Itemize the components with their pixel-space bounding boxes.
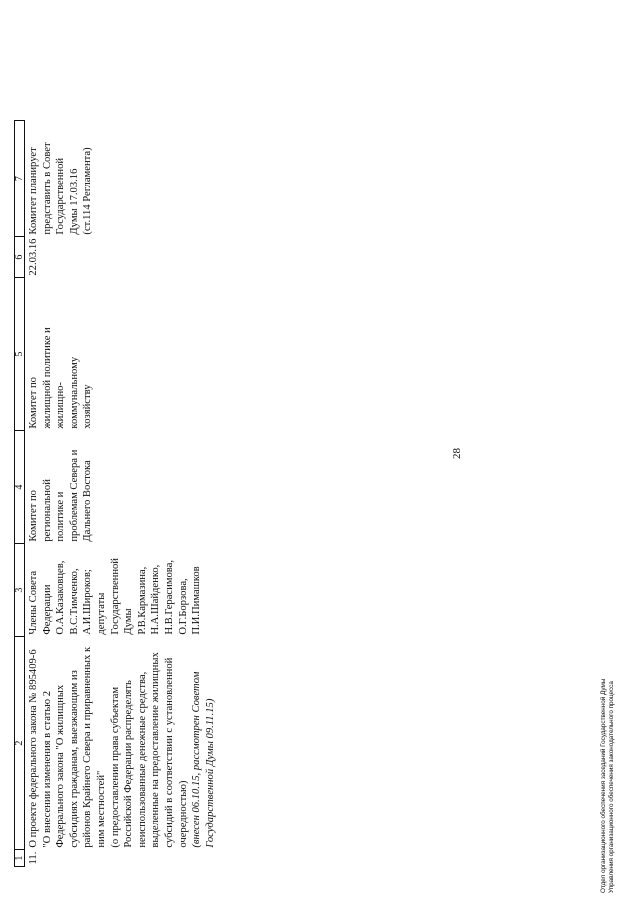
- description-line: Российской Федерации распределять: [123, 680, 135, 848]
- initiator-line: Н.В.Герасимова,: [163, 560, 175, 635]
- row-number: 11.: [28, 851, 39, 865]
- description-line: (о предоставлении права субъектам: [109, 686, 121, 848]
- initiator-line: А.И.Широков;: [82, 569, 94, 635]
- initiator-line: Федерации: [41, 584, 53, 635]
- initiator-line: П.И.Пимашков: [191, 566, 203, 635]
- description-line: неиспользованные денежные средства,: [136, 671, 148, 848]
- description-note: (внесен 06.10.15, рассмотрен Советом: [191, 671, 203, 848]
- footer-line: Управления организационного обеспечения законодательного процесса: [608, 681, 615, 893]
- col-header-4: 4: [15, 431, 25, 544]
- footer-line: Отдел организационного обеспечения заседаний Государственной Думы: [600, 678, 607, 893]
- footer: [600, 679, 616, 893]
- description-line: субсидий в соответствии с установленной: [163, 657, 175, 848]
- bill-description: [25, 637, 375, 850]
- initiator-line: В.С.Тимченко,: [68, 568, 80, 635]
- col-header-7: 7: [15, 121, 25, 237]
- page-number: 28: [451, 448, 463, 459]
- initiator-line: Члены Совета: [28, 570, 39, 635]
- description-line: ним местностей": [95, 770, 107, 848]
- review-date: 22.03.16: [28, 238, 39, 276]
- initiator-line: Думы: [123, 608, 135, 635]
- agenda-table: [14, 120, 375, 867]
- initiator-line: Р.В.Кармазина,: [136, 566, 148, 635]
- description-line: очередностью): [177, 780, 189, 848]
- description-line: О проекте федерального закона № 895409-6: [28, 649, 39, 848]
- co-executor-committee: Комитет по региональной политике и проблемам Севера и Дальнего Востока: [28, 449, 94, 542]
- col-header-2: 2: [15, 637, 25, 850]
- description-line: выделенные на предоставление жилищных: [150, 652, 162, 848]
- column-number-row: [15, 121, 25, 867]
- initiators: [25, 544, 375, 637]
- description-line: "О внесении изменения в статью 2: [41, 690, 53, 848]
- col-header-6: 6: [15, 237, 25, 278]
- initiator-line: Государственной: [109, 558, 121, 635]
- description-line: Федерального закона "О жилищных: [55, 684, 67, 848]
- col-header-5: 5: [15, 278, 25, 431]
- initiator-line: О.Г.Борзова,: [177, 578, 189, 635]
- responsible-committee: Комитет по жилищной политике и жилищно- коммунальному хозяйству: [28, 327, 94, 429]
- col-header-1: 1: [15, 850, 25, 867]
- initiator-line: депутаты: [95, 592, 107, 635]
- initiator-line: Н.А.Шайденко,: [150, 564, 162, 635]
- description-line: районов Крайнего Севера и приравненных к: [82, 646, 94, 848]
- col-header-3: 3: [15, 544, 25, 637]
- table-row: [25, 121, 375, 867]
- initiator-line: О.А.Казаковцев,: [55, 560, 67, 635]
- plan-note: Комитет планирует представить в Совет Государственной Думы 17.03.16 (ст.114 Регламента): [28, 142, 94, 235]
- description-line: субсидиях гражданам, выезжающим из: [68, 670, 80, 848]
- description-note: Государственной Думы 09.11.15): [204, 698, 216, 848]
